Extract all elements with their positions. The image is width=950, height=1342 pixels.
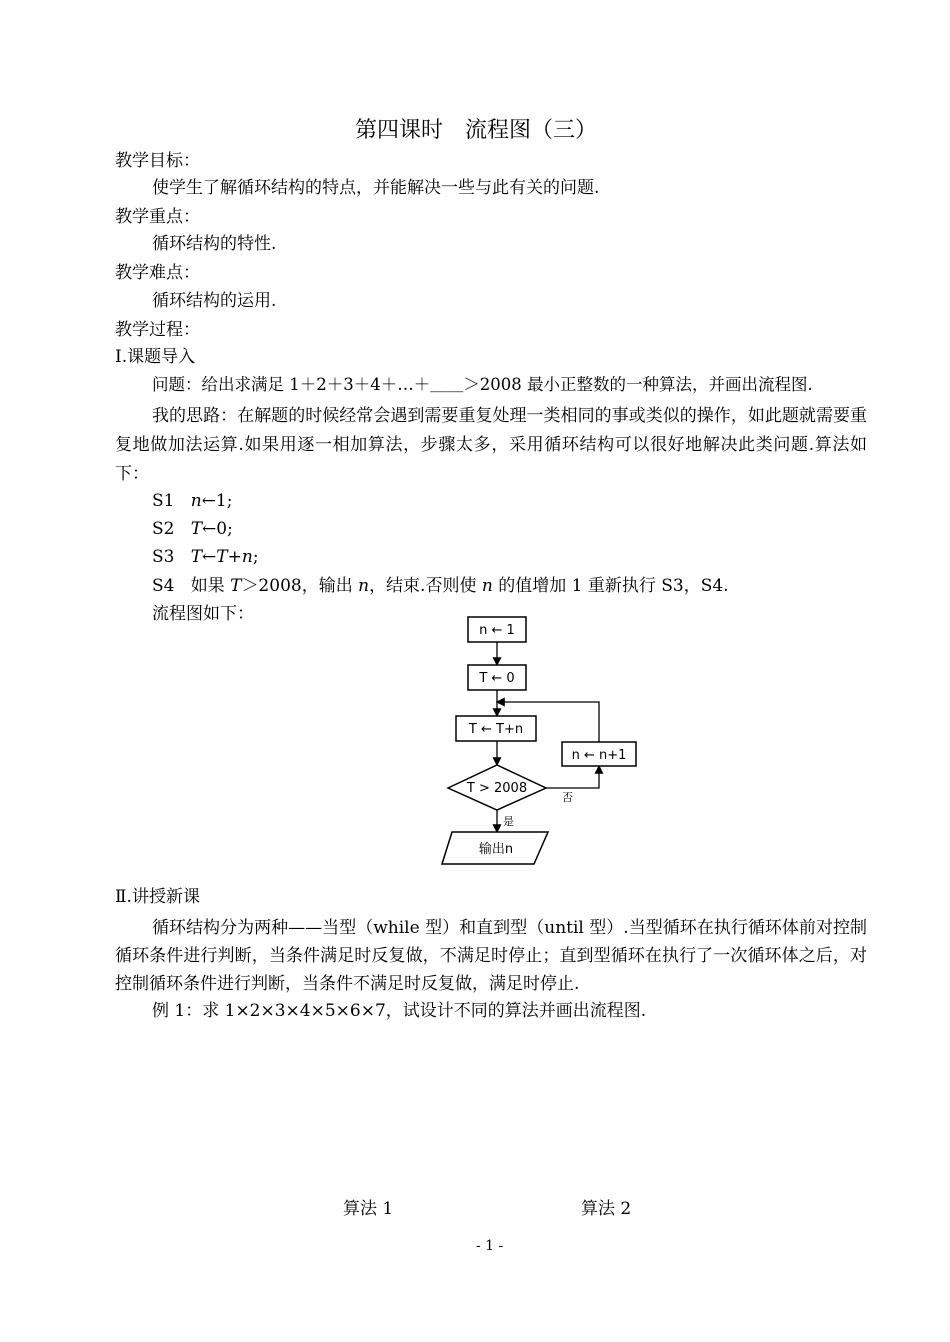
step-text: ; bbox=[252, 547, 259, 567]
flowchart bbox=[436, 610, 646, 870]
step-text: ＞2008，输出 bbox=[241, 576, 359, 596]
section2-paragraph: 循环结构分为两种——当型（while 型）和直到型（until 型）.当型循环在执行循环体前对控制循环条件进行判断，当条件满足时反复做，不满足时停止；直到型循环在执行了一次循环体之后，对控制循环条件进行判断，当条件不满足时反复做，满足时停止. bbox=[115, 918, 867, 994]
step-text: ，结束.否则使 bbox=[369, 576, 482, 596]
problem-text: 问题：给出求满足 1＋2＋3＋4＋…＋＿＿＞2008 最小正整数的一种算法，并画出流程图. bbox=[152, 375, 813, 394]
step-text: ←0; bbox=[202, 519, 233, 539]
step-variable: n bbox=[241, 547, 253, 567]
section1-heading: Ⅰ.课题导入 bbox=[115, 347, 196, 367]
objectives-text: 使学生了解循环结构的特点，并能解决一些与此有关的问题. bbox=[152, 178, 600, 198]
step-s2 bbox=[152, 518, 233, 540]
step-variable: n bbox=[358, 576, 370, 596]
flowchart-arrow-no bbox=[546, 766, 599, 788]
difficulty-heading: 教学难点： bbox=[115, 263, 200, 283]
step-text: + bbox=[227, 547, 242, 567]
section2-heading: Ⅱ.讲授新课 bbox=[115, 887, 200, 907]
step-text: 如果 bbox=[190, 576, 231, 596]
objectives-heading: 教学目标： bbox=[115, 151, 200, 171]
step-label: S4 bbox=[152, 576, 175, 596]
step-text: 的值增加 1 重新执行 S3，S4. bbox=[492, 576, 729, 596]
step-variable: n bbox=[481, 576, 493, 596]
flowchart-yes-label: 是 bbox=[503, 815, 514, 828]
step-label: S2 bbox=[152, 519, 175, 539]
step-s4 bbox=[152, 575, 729, 597]
page-number: - 1 - bbox=[476, 1238, 504, 1254]
algorithm-2-label: 算法 2 bbox=[581, 1199, 632, 1219]
step-variable: T bbox=[190, 547, 203, 567]
algorithm-1-label: 算法 1 bbox=[343, 1199, 394, 1219]
step-variable: T bbox=[230, 576, 242, 596]
step-variable: T bbox=[190, 519, 203, 539]
step-s1 bbox=[152, 490, 232, 512]
key-points-heading: 教学重点： bbox=[115, 207, 200, 227]
flowchart-box-increment-label: n ← n+1 bbox=[571, 748, 627, 763]
process-heading: 教学过程： bbox=[115, 320, 200, 340]
idea-paragraph: 我的思路：在解题的时候经常会遇到需要重复处理一类相同的事或类似的操作，如此题就需要重复地做加法运算.如果用逐一相加算法，步骤太多，采用循环结构可以很好地解决此类问题.算法如下： bbox=[115, 406, 867, 484]
difficulty-text: 循环结构的运用. bbox=[152, 291, 277, 311]
step-variable: n bbox=[190, 491, 202, 511]
flowchart-no-label: 否 bbox=[562, 791, 573, 804]
flowchart-decision-label: T > 2008 bbox=[466, 781, 528, 796]
flowchart-box-init-t-label: T ← 0 bbox=[479, 671, 515, 686]
step-text: ← bbox=[202, 547, 217, 567]
flowchart-intro: 流程图如下： bbox=[152, 604, 254, 624]
step-label: S1 bbox=[152, 491, 175, 511]
example-1: 例 1：求 1×2×3×4×5×6×7，试设计不同的算法并画出流程图. bbox=[152, 1001, 647, 1021]
step-s3 bbox=[152, 546, 259, 568]
step-variable: T bbox=[216, 547, 228, 567]
key-points-text: 循环结构的特性. bbox=[152, 234, 277, 254]
page-title: 第四课时 流程图（三） bbox=[355, 118, 598, 143]
step-text: ←1; bbox=[201, 491, 233, 511]
flowchart-output-label: 输出n bbox=[478, 842, 514, 857]
flowchart-box-init-n-label: n ← 1 bbox=[479, 623, 515, 638]
step-label: S3 bbox=[152, 547, 175, 567]
flowchart-box-sum-label: T ← T+n bbox=[468, 722, 524, 737]
